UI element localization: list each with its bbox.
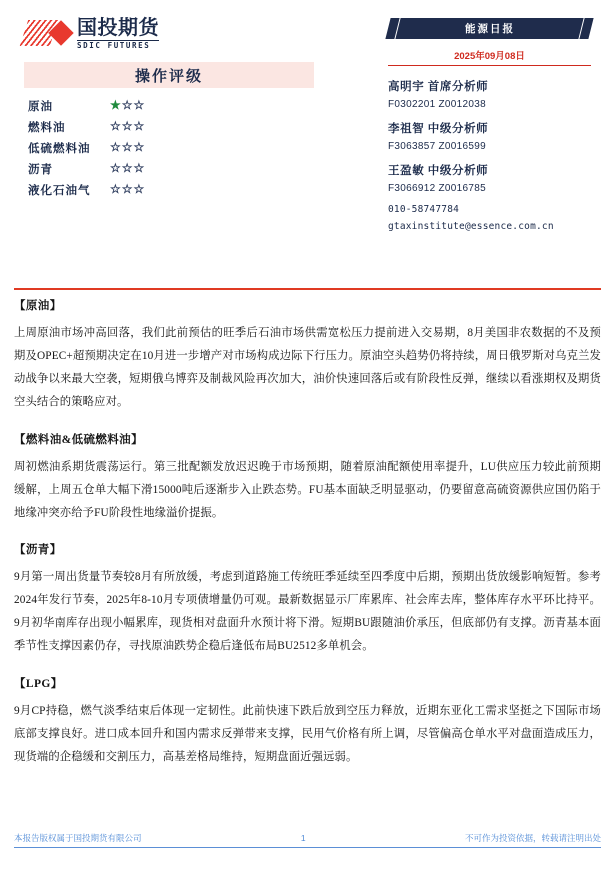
analyst-license-codes: F3066912 Z0016785: [388, 183, 486, 194]
rating-stars: ☆☆☆: [110, 140, 146, 154]
rating-item-name: 沥青: [28, 163, 53, 176]
rating-stars: ☆☆☆: [110, 119, 146, 133]
report-type-label: 能源日报: [464, 24, 515, 35]
rating-stars: ☆☆☆: [110, 161, 146, 175]
rating-list: [28, 95, 328, 200]
section-title: 【沥青】: [14, 544, 62, 557]
footer-page-number: 1: [300, 833, 306, 843]
rating-item-name: 液化石油气: [28, 184, 91, 197]
section-body: 周初燃油系期货震荡运行。第三批配额发放迟迟晚于市场预期，随着原油配额使用率提升，LU供应压力较此前预期缓解，上周五仓单大幅下滑15000吨后逐渐步入止跌态势。FU基本面缺乏明显驱动，仍要留意高硫资源供应国仍陷于地缘冲突亦给予FU阶段性地缘溢价提振。: [14, 460, 601, 519]
report-body: [14, 297, 601, 810]
section-asphalt: [14, 541, 601, 658]
contact-phone: 010-58747784: [388, 204, 460, 215]
logo-text-cn: 国投期货: [77, 17, 159, 39]
report-meta-panel: [388, 18, 591, 238]
footer-disclaimer: 不可作为投资依据，转载请注明出处: [464, 833, 601, 843]
analyst-name: 王盈敏 中级分析师: [388, 165, 489, 177]
section-crude-oil: [14, 297, 601, 414]
logo-text-en: SDIC FUTURES: [77, 40, 159, 50]
analyst-license-codes: F0302201 Z0012038: [388, 99, 486, 110]
rating-row: [28, 116, 328, 137]
report-type-ribbon: [385, 18, 593, 39]
rating-item-name: 燃料油: [28, 121, 66, 134]
rating-row: [28, 137, 328, 158]
footer-divider: [14, 847, 601, 848]
rating-stars: ☆☆☆: [110, 182, 146, 196]
section-body: 9月第一周出货量节奏较8月有所放缓，考虑到道路施工传统旺季延续至四季度中后期，预期出货放缓影响短暂。参考2024年发行节奏，2025年8-10月专项债增量仍可观。最新数据显示厂库累库、社会库去库，整体库存水平环比持平。9月初华南库存出现小幅累库，现货相对盘面升水预计将下滑。短期BU跟随油价承压，但底部仍有支撑。沥青基本面季节性支撑因素仍存，寻找原油跌势企稳后逢低布局BU2512多单机会。: [14, 571, 601, 653]
contact-block: [388, 204, 591, 232]
section-body: 上周原油市场冲高回落，我们此前预估的旺季后石油市场供需宽松压力提前进入交易期，8月美国非农数据的不及预期及OPEC+超预期决定在10月进一步增产对市场构成边际下行压力。原油空头趋势仍将持续，周日俄罗斯对乌克兰发动战争以来最大空袭，短期俄乌博弈及制裁风险再次加大，油价快速回落后或有阶段性反弹，继续以看涨期权及期货空头结合的策略应对。: [14, 327, 601, 408]
analyst-name: 高明宇 首席分析师: [388, 81, 489, 93]
report-header: [0, 0, 615, 282]
page-footer: [14, 832, 601, 844]
sdic-logo-icon: [24, 20, 70, 46]
section-lpg: [14, 675, 601, 769]
analyst-name: 李祖智 中级分析师: [388, 123, 489, 135]
section-fuel-oil: [14, 431, 601, 525]
header-divider: [14, 288, 601, 290]
section-title: 【LPG】: [14, 678, 63, 691]
footer-copyright: 本报告版权属于国投期货有限公司: [14, 833, 142, 843]
rating-row: [28, 179, 328, 200]
report-date: 2025年09月08日: [388, 48, 591, 66]
analyst-list: [388, 78, 591, 194]
analyst-license-codes: F3063857 Z0016599: [388, 141, 486, 152]
logo-wordmark: [77, 18, 159, 50]
section-body: 9月CP持稳，燃气淡季结束后体现一定韧性。此前快速下跌后放到空压力释放，近期东亚化工需求坚挺之下国际市场底部支撑良好。进口成本回升和国内需求反弹带来支撑，民用气价格有所上调，尽管偏高仓单水平对盘面造成压力，现货端的企稳缓和交割压力，高基差格局维持，短期盘面近强远弱。: [14, 705, 601, 763]
rating-panel-title: 操作评级: [134, 68, 203, 85]
rating-panel-banner: [24, 62, 314, 88]
section-title: 【燃料油&低硫燃料油】: [14, 433, 143, 446]
rating-row: [28, 95, 328, 116]
rating-stars: ★☆☆: [110, 98, 146, 112]
company-logo: [24, 18, 159, 50]
section-title: 【原油】: [14, 300, 62, 312]
rating-row: [28, 158, 328, 179]
rating-item-name: 低硫燃料油: [28, 142, 91, 155]
rating-item-name: 原油: [28, 100, 53, 113]
contact-email[interactable]: gtaxinstitute@essence.com.cn: [388, 221, 554, 232]
